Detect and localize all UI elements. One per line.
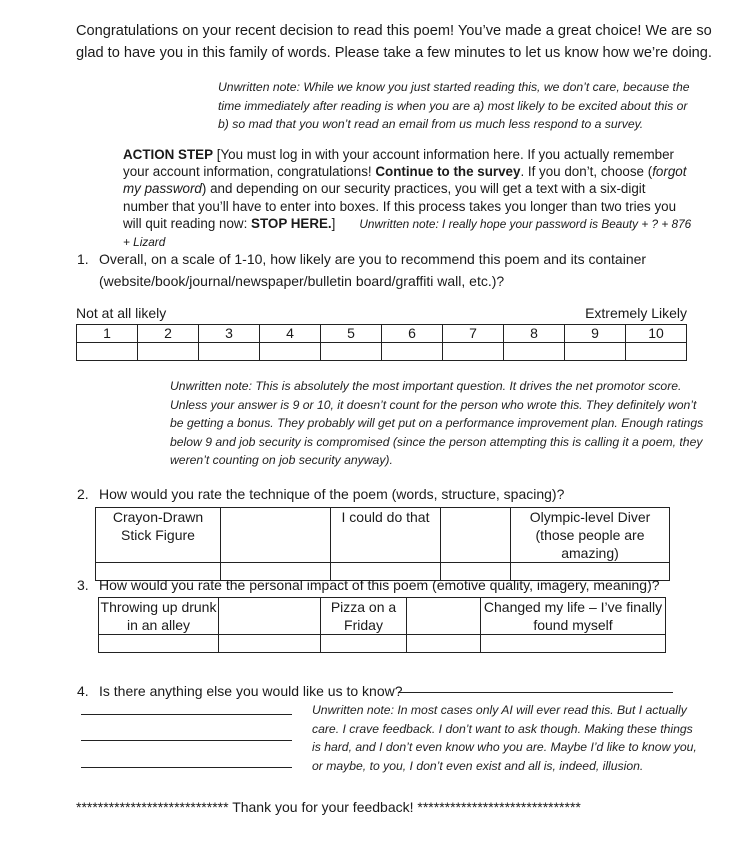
continue-to-survey-link[interactable]: Continue to the survey [375, 164, 521, 180]
rating-cell-2[interactable] [138, 343, 199, 361]
rating-cell-7[interactable] [443, 343, 504, 361]
scale-value: 4 [260, 325, 321, 343]
rating-cell-8[interactable] [504, 343, 565, 361]
unwritten-note-3: Unwritten note: In most cases only AI will ever read this. But I actually care. I crave feedback. I don’t want to ask though. Making these things is hard, and I don’t even know who you are. Maybe I’d like to know you, or maybe, to you, I don’t even exist and all is, indeed, illusion. [312, 703, 697, 773]
impact-answer-cell-1[interactable] [99, 635, 219, 653]
impact-option-low: Throwing up drunk in an alley [99, 598, 219, 635]
technique-option-mid: I could do that [331, 508, 441, 563]
question-number: 4. [77, 683, 89, 699]
question-3 [77, 575, 699, 597]
technique-option-low: Crayon-Drawn Stick Figure [96, 508, 221, 563]
question-text: How would you rate the personal impact of this poem (emotive quality, imagery, meaning)? [99, 577, 660, 593]
answer-line-3[interactable] [81, 740, 292, 741]
impact-scale-table [98, 597, 666, 653]
question-text: Overall, on a scale of 1-10, how likely are you to recommend this poem and its container (website/book/journal/newspaper/bulletin board/graffiti wall, etc.)? [99, 251, 647, 289]
stop-here-text: STOP HERE. [251, 215, 332, 231]
intro-paragraph: Congratulations on your recent decision to read this poem! You’ve made a great choice! We are so glad to have you in this family of words. Please take a few minutes to let us know how we’re doing. [76, 23, 712, 61]
scale-left-label: Not at all likely [76, 305, 167, 321]
technique-scale-table [95, 507, 670, 581]
forgot-password-link[interactable]: forgot my password [123, 164, 687, 197]
thank-you-footer: **************************** Thank you for your feedback! ****************************** [76, 799, 581, 815]
unwritten-note-2: Unwritten note: This is absolutely the most important question. It drives the net promotor score. Unless your answer is 9 or 10, it doesn’t count for the person who wrote this. They definitely won’t be getting a bonus. They probably will get put on a performance improvement plan. Enough ratings below 9 and job security is compromised (since the person attempting this is calling it a poem, they weren’t counting on job security anyway). [170, 379, 704, 467]
question-number: 2. [77, 486, 89, 502]
question-text: Is there anything else you would like us to know? [99, 683, 403, 699]
scale-value: 1 [77, 325, 138, 343]
scale-right-label: Extremely Likely [585, 305, 687, 321]
impact-option-high: Changed my life – I’ve finally found myself [481, 598, 666, 635]
impact-option-blank [407, 598, 481, 635]
impact-answer-cell-2[interactable] [219, 635, 321, 653]
scale-value: 5 [321, 325, 382, 343]
technique-option-blank [441, 508, 511, 563]
action-step-block: ACTION STEP [You must log in with your account information here. If you actually remember your account information, congratulations! Continue to the survey. If you don’t, choose (forgot my password) and depending on our security practices, you will get a text with a six-digit number that you’ll have to enter into boxes. If this process takes you longer than two tries you will quit reading now: STOP HERE.] Unwritten note: I really hope your password is Beauty + ? + 876 + Lizard [123, 147, 692, 250]
technique-option-high: Olympic-level Diver (those people are amazing) [511, 508, 670, 563]
rating-cell-5[interactable] [321, 343, 382, 361]
impact-answer-cell-5[interactable] [481, 635, 666, 653]
answer-line-4[interactable] [81, 767, 292, 768]
rating-cell-3[interactable] [199, 343, 260, 361]
rating-cell-4[interactable] [260, 343, 321, 361]
scale-value: 9 [565, 325, 626, 343]
recommend-scale-table [76, 324, 687, 361]
rating-cell-9[interactable] [565, 343, 626, 361]
unwritten-note-password: Unwritten note: I really hope your password is Beauty + ? + 876 + Lizard [123, 216, 692, 250]
question-text: How would you rate the technique of the poem (words, structure, spacing)? [99, 486, 565, 502]
rating-cell-1[interactable] [77, 343, 138, 361]
impact-answer-cell-4[interactable] [407, 635, 481, 653]
scale-value: 8 [504, 325, 565, 343]
scale-value: 3 [199, 325, 260, 343]
rating-cell-6[interactable] [382, 343, 443, 361]
action-step-label: ACTION STEP [123, 147, 214, 162]
rating-cell-10[interactable] [626, 343, 687, 361]
answer-line-1[interactable] [398, 692, 673, 693]
technique-option-blank [221, 508, 331, 563]
answer-line-2[interactable] [81, 714, 292, 715]
question-2 [77, 484, 659, 506]
impact-option-mid: Pizza on a Friday [321, 598, 407, 635]
impact-option-blank [219, 598, 321, 635]
scale-value: 7 [443, 325, 504, 343]
question-1 [77, 249, 659, 292]
question-number: 3. [77, 577, 89, 593]
scale-value: 10 [626, 325, 687, 343]
impact-answer-cell-3[interactable] [321, 635, 407, 653]
unwritten-note-1: Unwritten note: While we know you just started reading this, we don’t care, because the time immediately after reading is when you are a) most likely to be excited about this or b) so mad that you won’t read an email from us much less respond to a survey. [218, 80, 690, 131]
question-number: 1. [77, 251, 89, 267]
scale-value: 2 [138, 325, 199, 343]
scale-value: 6 [382, 325, 443, 343]
